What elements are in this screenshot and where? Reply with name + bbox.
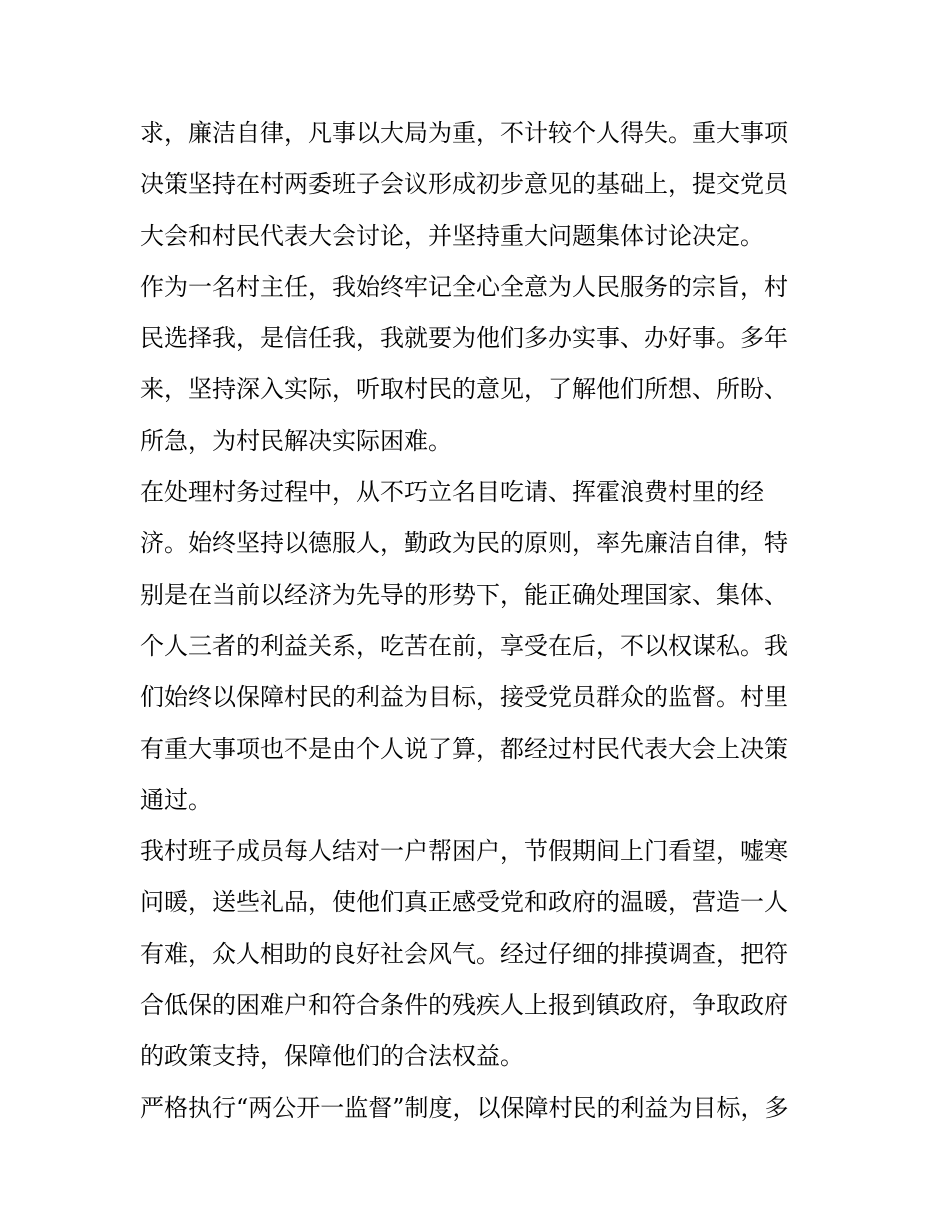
text-line: 通过。 <box>140 785 212 814</box>
text-line: 作为一名村主任，我始终牢记全心全意为人民服务的宗旨，村 <box>140 272 788 301</box>
text-line: 决策坚持在村两委班子会议形成初步意见的基础上，提交党员 <box>140 170 788 199</box>
text-line: 济。始终坚持以德服人，勤政为民的原则，率先廉洁自律，特 <box>140 529 788 558</box>
text-line: 个人三者的利益关系，吃苦在前，享受在后，不以权谋私。我 <box>140 631 788 660</box>
text-line: 来，坚持深入实际，听取村民的意见，了解他们所想、所盼、 <box>140 375 788 404</box>
text-line: 合低保的困难户和符合条件的残疾人上报到镇政府，争取政府 <box>140 991 788 1020</box>
text-line: 在处理村务过程中，从不巧立名目吃请、挥霍浪费村里的经 <box>140 478 764 507</box>
text-line: 我村班子成员每人结对一户帮困户，节假期间上门看望，嘘寒 <box>140 837 788 866</box>
text-line: 严格执行“两公开一监督”制度，以保障村民的利益为目标，多 <box>140 1093 789 1122</box>
text-line: 有难，众人相助的良好社会风气。经过仔细的排摸调查，把符 <box>140 939 788 968</box>
text-line: 所急，为村民解决实际困难。 <box>140 426 452 455</box>
text-line: 别是在当前以经济为先导的形势下，能正确处理国家、集体、 <box>140 580 788 609</box>
body-text <box>140 108 820 1134</box>
text-line: 问暖，送些礼品，使他们真正感受党和政府的温暖，营造一人 <box>140 888 788 917</box>
text-line: 们始终以保障村民的利益为目标，接受党员群众的监督。村里 <box>140 683 788 712</box>
text-line: 有重大事项也不是由个人说了算，都经过村民代表大会上决策 <box>140 734 788 763</box>
text-line: 的政策支持，保障他们的合法权益。 <box>140 1042 524 1071</box>
text-line: 民选择我，是信任我，我就要为他们多办实事、办好事。多年 <box>140 324 788 353</box>
text-line: 大会和村民代表大会讨论，并坚持重大问题集体讨论决定。 <box>140 221 764 250</box>
text-line: 求，廉洁自律，凡事以大局为重，不计较个人得失。重大事项 <box>140 119 788 147</box>
